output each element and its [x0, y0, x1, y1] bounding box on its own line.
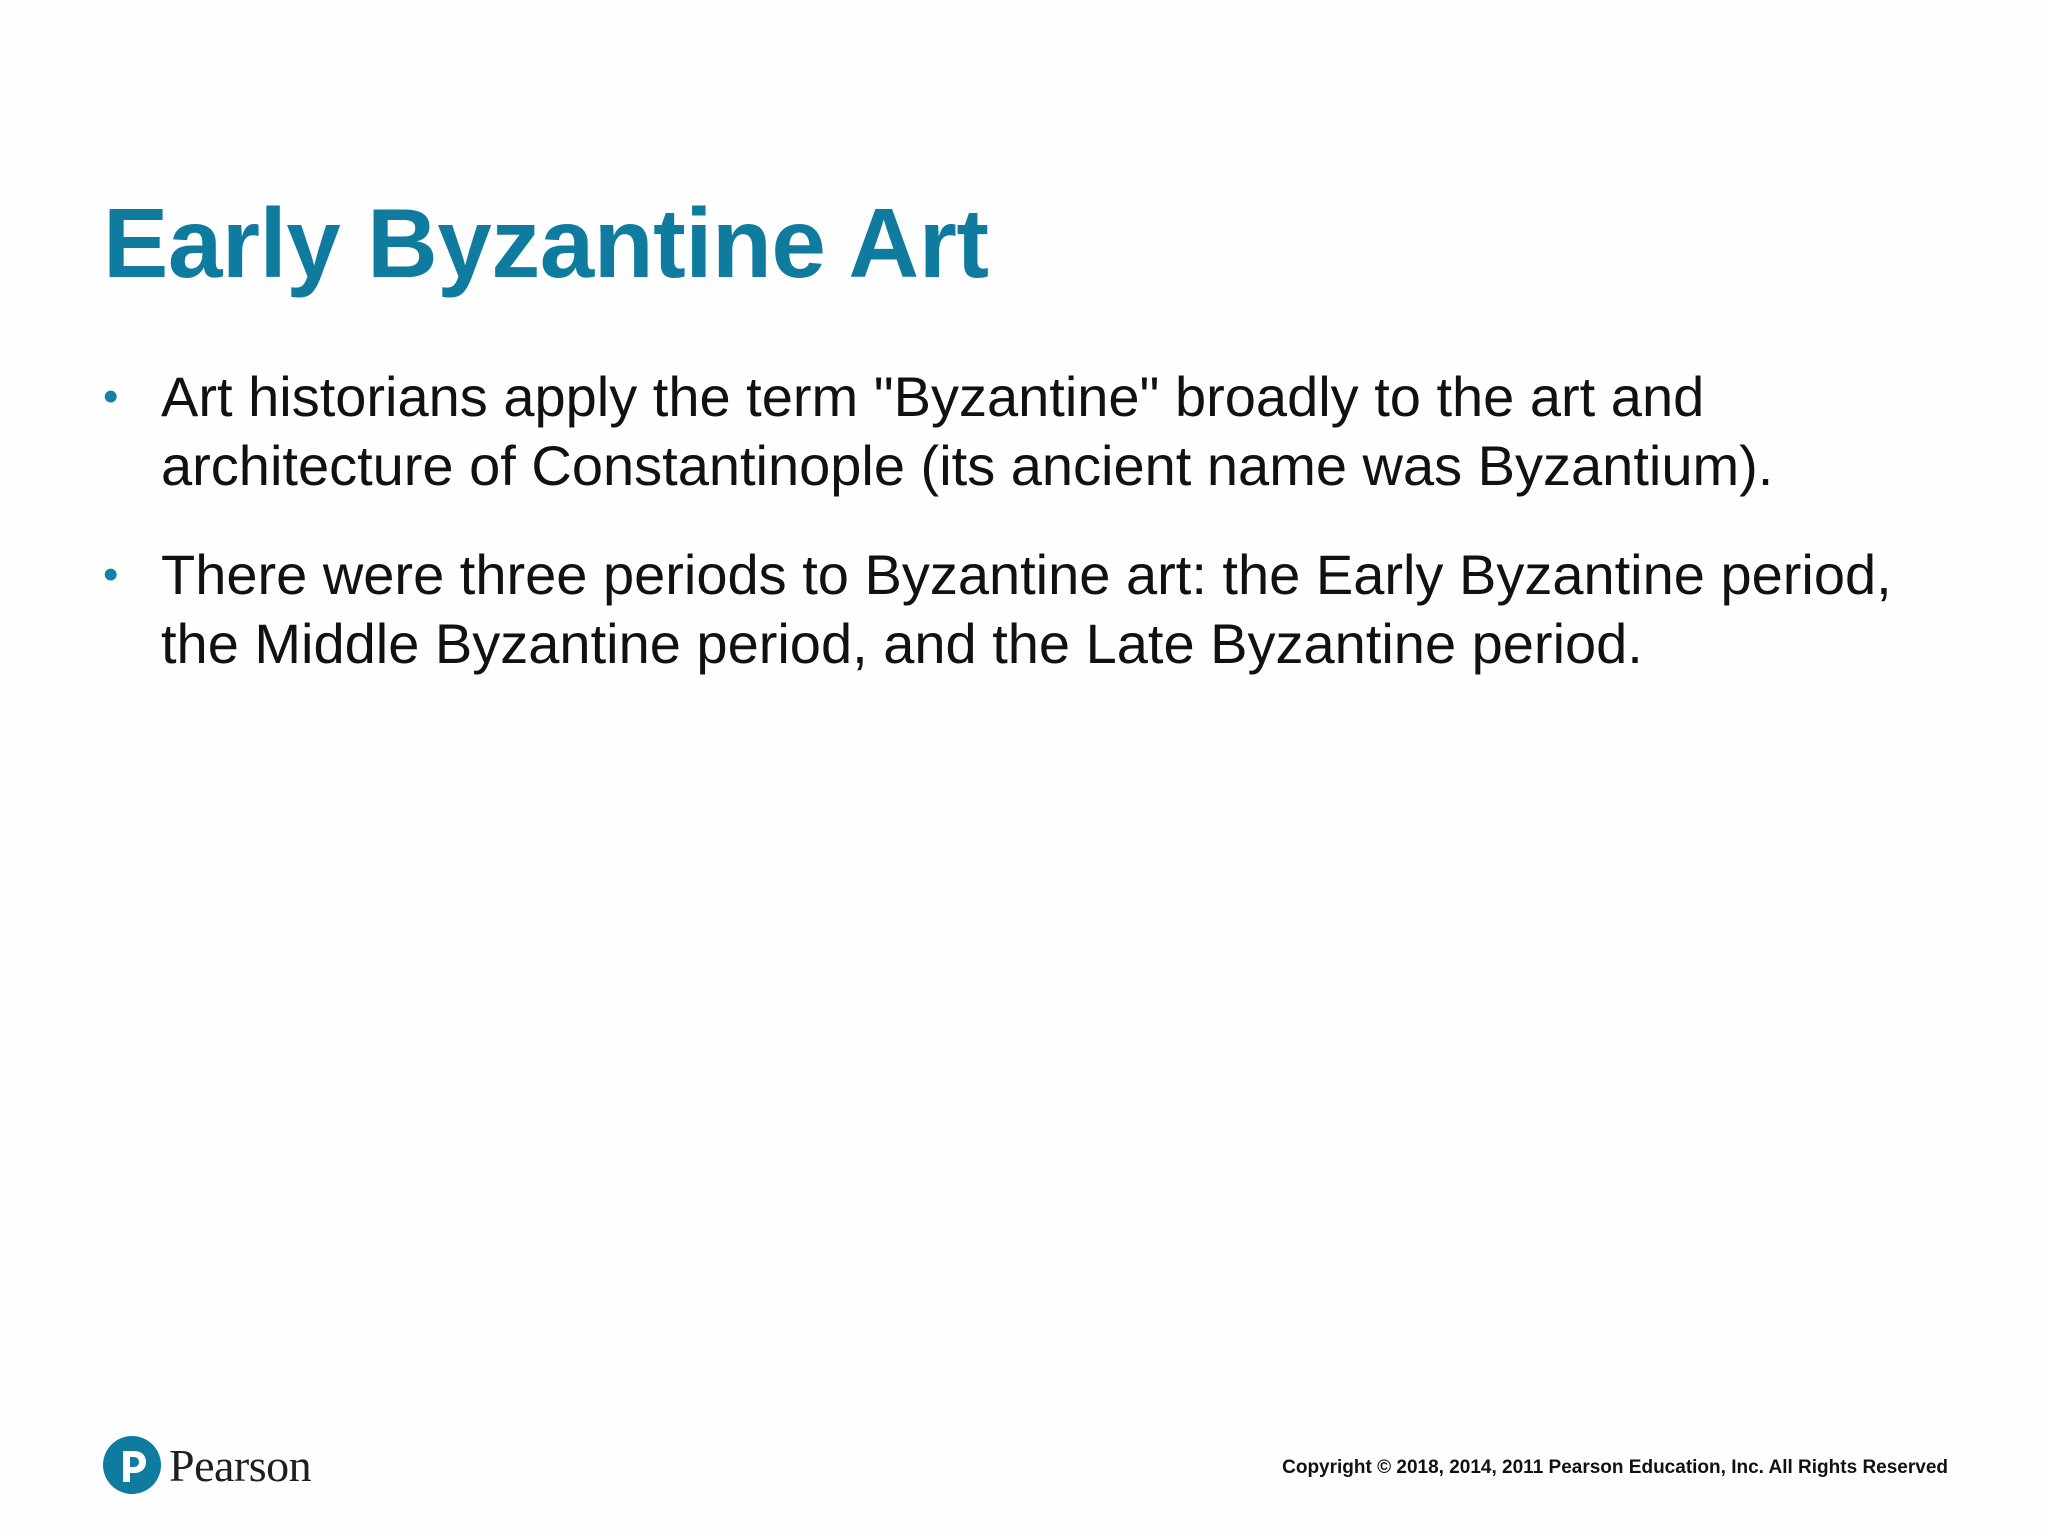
bullet-marker: •: [103, 372, 119, 421]
pearson-p-logo-icon: [103, 1436, 161, 1494]
copyright-notice: Copyright © 2018, 2014, 2011 Pearson Education, Inc. All Rights Reserved: [1282, 1457, 1948, 1478]
bullet-item: [103, 540, 1963, 678]
slide-title: Early Byzantine Art: [103, 188, 989, 298]
bullet-marker: •: [103, 550, 119, 599]
pearson-logo: [103, 1432, 311, 1498]
bullet-text: There were three periods to Byzantine art: the Early Byzantine period, the Middle Byzantine period, and the Late Byzantine period.: [161, 543, 1892, 675]
logo-wordmark: Pearson: [169, 1439, 312, 1491]
bullet-text: Art historians apply the term "Byzantine" broadly to the art and architecture of Constantinople (its ancient name was Byzantium).: [161, 365, 1774, 497]
bullet-list: [103, 362, 1963, 718]
bullet-item: [103, 362, 1963, 500]
